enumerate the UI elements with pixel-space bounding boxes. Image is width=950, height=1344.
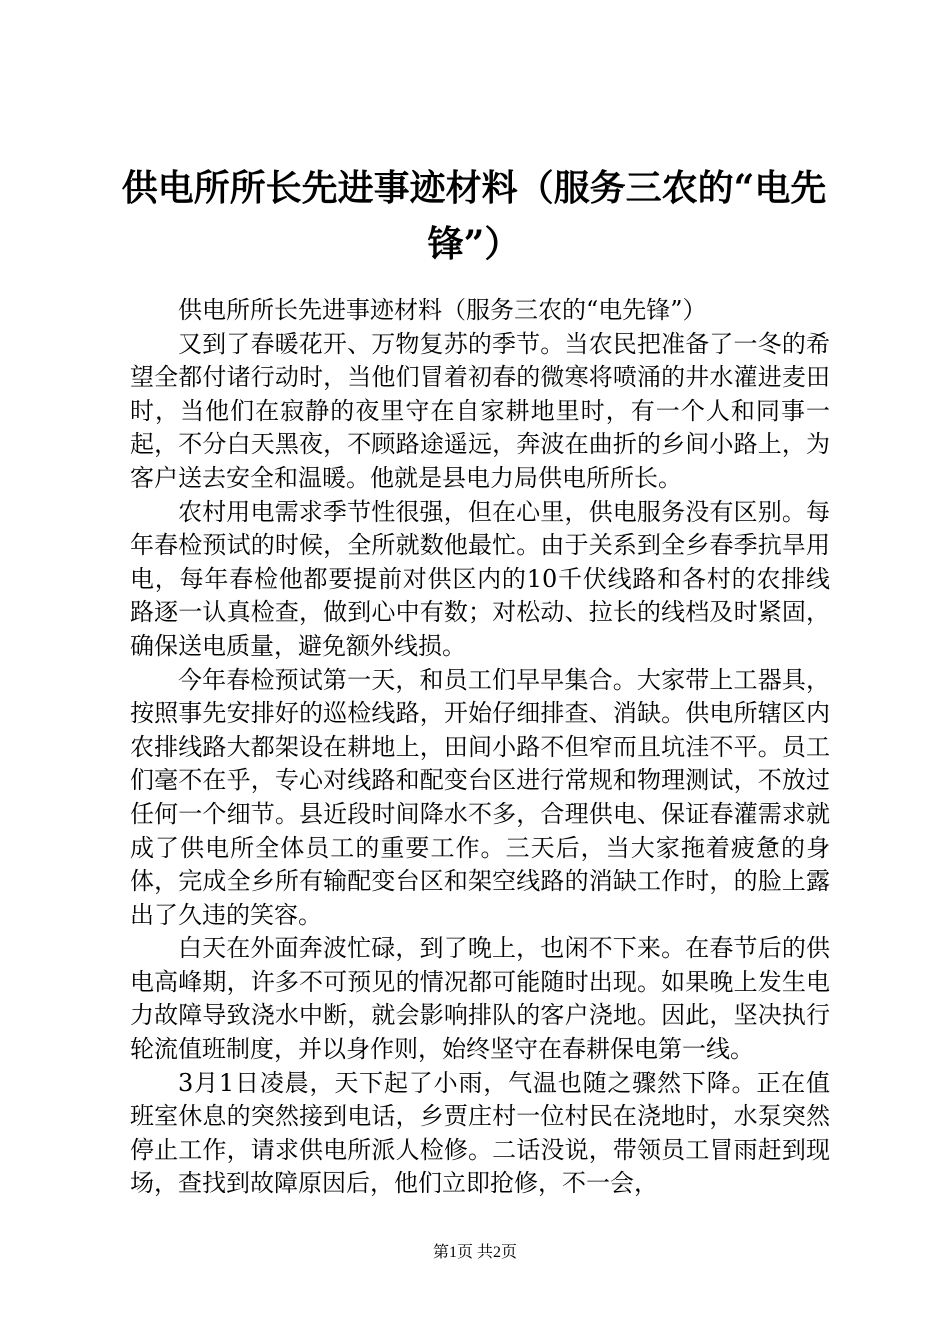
body-paragraph-4: 今年春检预试第一天，和员工们早早集合。大家带上工器具，按照事先安排好的巡检线路，开始仔细排查、消缺。供电所辖区内农排线路大都架设在耕地上，田间小路不但窄而且坑洼不平。员工们毫不在乎，专心对线路和配变台区进行常规和物理测试，不放过任何一个细节。县近段时间降水不多，合理供电、保证春灌需求就成了供电所全体员工的重要工作。三天后，当大家拖着疲惫的身体，完成全乡所有输配变台区和架空线路的消缺工作时，的脸上露出了久违的笑容。 <box>130 665 830 929</box>
page-footer: 第1页 共2页 <box>432 1244 517 1261</box>
body-paragraph-6: 3月1日凌晨，天下起了小雨，气温也随之骤然下降。正在值班室休息的突然接到电话，乡贾庄村一位村民在浇地时，水泵突然停止工作，请求供电所派人检修。二话没说，带领员工冒雨赶到现场，查找到故障原因后，他们立即抢修，不一会， <box>130 1068 830 1198</box>
document-title: 供电所所长先进事迹材料（服务三农的“电先锋”） <box>121 167 827 265</box>
body-paragraph-3: 农村用电需求季节性很强，但在心里，供电服务没有区别。每年春检预试的时候，全所就数他最忙。由于关系到全乡春季抗旱用电，每年春检他都要提前对供区内的10千伏线路和各村的农排线路逐一认真检查，做到心中有数；对松动、拉长的线档及时紧固，确保送电质量，避免额外线损。 <box>130 497 830 660</box>
document-body <box>130 294 830 1201</box>
body-paragraph-1: 供电所所长先进事迹材料（服务三农的“电先锋”） <box>178 296 707 324</box>
body-paragraph-2: 又到了春暖花开、万物复苏的季节。当农民把准备了一冬的希望全都付诸行动时，当他们冒着初春的微寒将喷涌的井水灌进麦田时，当他们在寂静的夜里守在自家耕地里时，有一个人和同事一起，不分白天黑夜，不顾路途遥远，奔波在曲折的乡间小路上，为客户送去安全和温暖。他就是县电力局供电所所长。 <box>130 329 830 492</box>
body-paragraph-5: 白天在外面奔波忙碌，到了晚上，也闲不下来。在春节后的供电高峰期，许多不可预见的情况都可能随时出现。如果晚上发生电力故障导致浇水中断，就会影响排队的客户浇地。因此，坚决执行轮流值班制度，并以身作则，始终坚守在春耕保电第一线。 <box>130 934 830 1064</box>
